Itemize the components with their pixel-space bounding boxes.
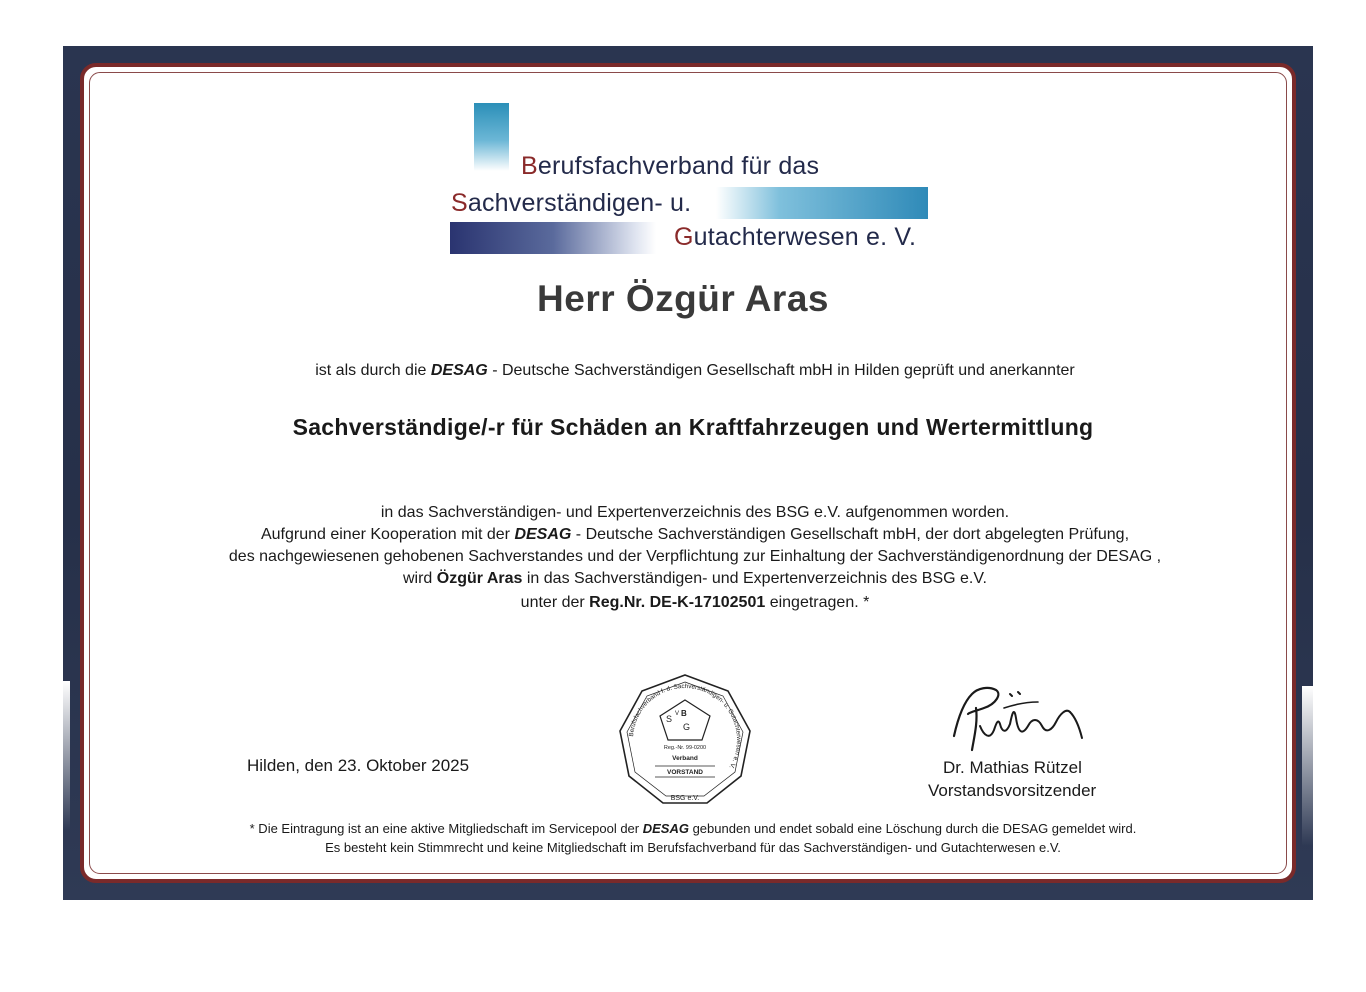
- seal-verband: Verband: [672, 755, 698, 762]
- logo-text-line-1: Berufsfachverband für das: [521, 152, 820, 180]
- place-date: Hilden, den 23. Oktober 2025: [247, 756, 470, 775]
- seal-bottom-text: BSG e.V.: [670, 795, 700, 802]
- body-line-1: in das Sachverständigen- und Expertenverzeichnis des BSG e.V. aufgenommen worden.: [380, 504, 1010, 521]
- association-seal: [617, 672, 753, 808]
- footnote-line-1: * Die Eintragung ist an eine aktive Mitgliedschaft im Servicepool der DESAG gebunden und endet sobald eine Löschung durch die DESAG gemeldet wird.: [249, 821, 1137, 836]
- seal-letter-g: G: [683, 722, 691, 732]
- body-line-2: Aufgrund einer Kooperation mit der DESAG - Deutsche Sachverständigen Gesellschaft mbH, der dort abgelegten Prüfung,: [260, 526, 1130, 543]
- logo-bar-right: [716, 187, 928, 219]
- logo-text-line-3: Gutachterwesen e. V.: [674, 223, 917, 251]
- seal-vorstand: VORSTAND: [667, 769, 703, 776]
- logo-bar-left: [450, 222, 656, 254]
- seal-reg-number: Reg.-Nr. 99-0200: [663, 745, 707, 751]
- seal-letter-v: V: [675, 711, 680, 717]
- profession-title: Sachverständige/-r für Schäden an Kraftfahrzeugen und Wertermittlung: [292, 414, 1094, 440]
- body-line-3: des nachgewiesenen gehobenen Sachverstandes und der Verpflichtung zur Einhaltung der Sachverständigenordnung der DESAG ,: [228, 548, 1162, 565]
- logo-text-line-2: Sachverständigen- u.: [451, 189, 692, 217]
- footnote-line-2: Es besteht kein Stimmrecht und keine Mitgliedschaft im Berufsfachverband für das Sachverständigen- und Gutachterwesen e.V.: [325, 840, 1061, 855]
- recipient-name: Herr Özgür Aras: [537, 278, 829, 319]
- seal-letter-b: B: [681, 709, 687, 718]
- signer-role: Vorstandsvorsitzender: [928, 781, 1097, 800]
- signer-name: Dr. Mathias Rützel: [943, 758, 1082, 777]
- logo-bar-vertical: [474, 103, 509, 171]
- body-line-5: unter der Reg.Nr. DE-K-17102501 eingetragen. *: [520, 594, 870, 611]
- intro-line: ist als durch die DESAG - Deutsche Sachverständigen Gesellschaft mbH in Hilden geprüft und anerkannter: [315, 362, 1075, 379]
- body-line-4: wird Özgür Aras in das Sachverständigen- und Expertenverzeichnis des BSG e.V.: [402, 570, 987, 587]
- seal-letter-s: S: [666, 714, 673, 724]
- handwritten-signature: [946, 678, 1096, 758]
- seal-ring-text: Berufsfachverband f. d. Sachverständigen- u. Gutachterwesen e. V.: [628, 682, 743, 770]
